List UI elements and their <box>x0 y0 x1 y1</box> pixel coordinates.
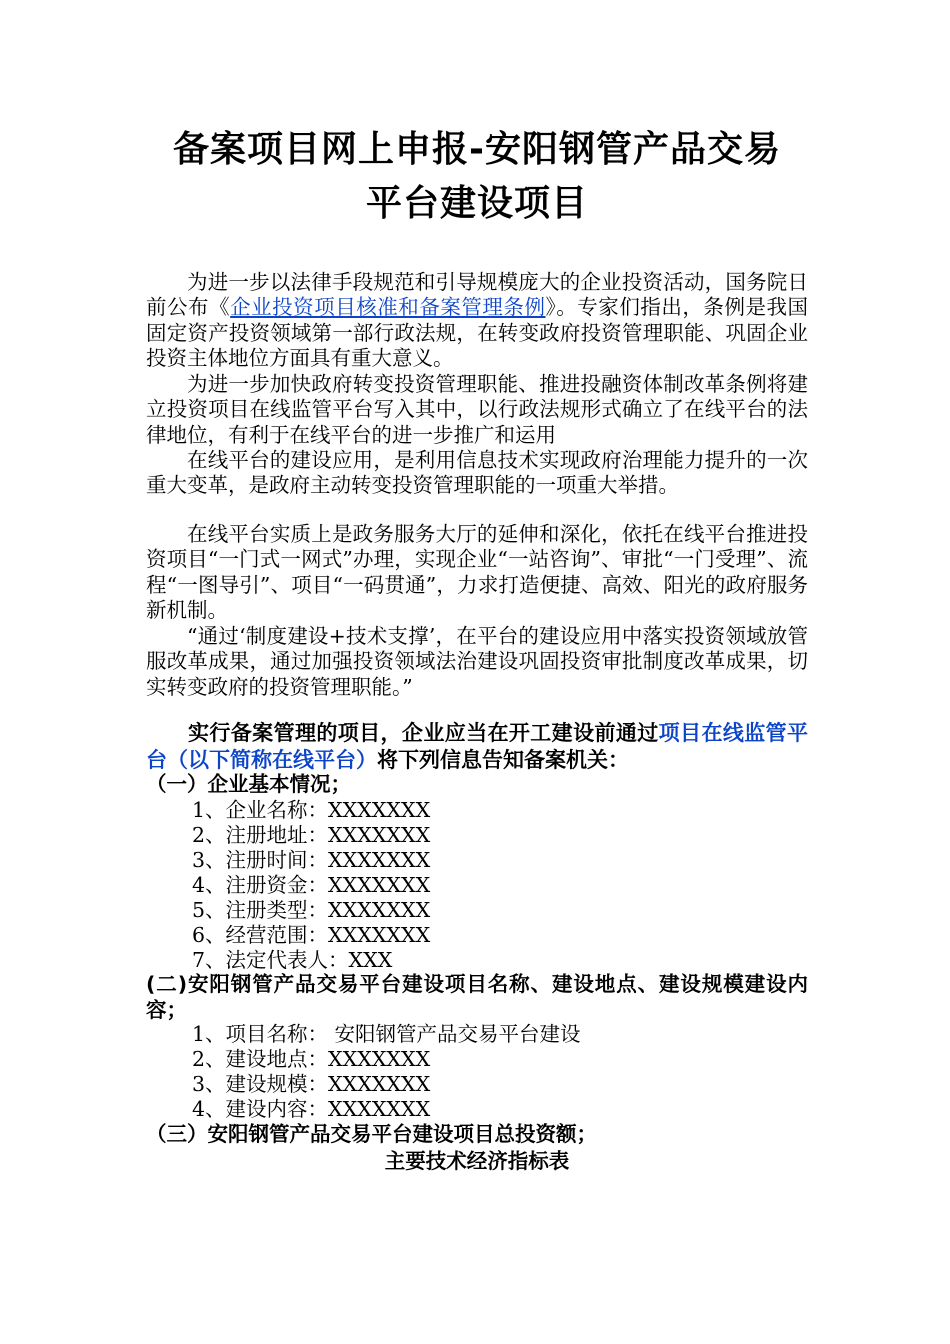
section-1-item: 7、法定代表人：XXX <box>192 948 393 972</box>
section-2-item: 1、项目名称： 安阳钢管产品交易平台建设 <box>192 1022 581 1046</box>
paragraph-3: 在线平台的建设应用，是利用信息技术实现政府治理能力提升的一次重大变革，是政府主动转变投资管理职能的一项重大举措。 <box>146 448 808 498</box>
section-2-item: 2、建设地点：XXXXXXX <box>192 1047 431 1071</box>
table-caption: 主要技术经济指标表 <box>384 1149 570 1173</box>
section-1-item: 2、注册地址：XXXXXXX <box>192 823 431 847</box>
filing-intro <box>146 720 808 774</box>
paragraph-1 <box>146 270 808 372</box>
document-title-line-1: 备案项目网上申报-安阳钢管产品交易 <box>173 129 781 170</box>
paragraph-5: “通过‘制度建设+技术支撑’，在平台的建设应用中落实投资领域放管服改革成果，通过加强投资领域法治建设巩固投资审批制度改革成果，切实转变政府的投资管理职能。” <box>146 624 808 699</box>
section-2-heading: (二)安阳钢管产品交易平台建设项目名称、建设地点、建设规模建设内容； <box>146 972 808 1022</box>
filing-intro-end: 将下列信息告知备案机关： <box>377 748 629 772</box>
section-1-item: 1、企业名称：XXXXXXX <box>192 798 431 822</box>
section-2-item: 3、建设规模：XXXXXXX <box>192 1072 431 1096</box>
document-title-line-2: 平台建设项目 <box>365 183 588 224</box>
online-platform-highlight: 项目在线监管平台（以下简称在线平台） <box>146 721 809 772</box>
section-1-item: 6、经营范围：XXXXXXX <box>192 923 431 947</box>
section-2-item: 4、建设内容：XXXXXXX <box>192 1097 431 1121</box>
filing-intro-start: 实行备案管理的项目，企业应当在开工建设前通过 <box>188 721 659 745</box>
paragraph-4: 在线平台实质上是政务服务大厅的延伸和深化，依托在线平台推进投资项目“一门式一网式”办理，实现企业“一站咨询”、审批“一门受理”、流程“一图导引”、项目“一码贯通”，力求打造便捷、高效、阳光的政府服务新机制。 <box>146 522 808 623</box>
paragraph-1-text-start: 为进一步以法律手段规范和引导规模庞大的企业投资活动，国务院日前公布《 <box>146 270 808 320</box>
section-1-heading: （一）企业基本情况； <box>146 772 351 796</box>
paragraph-2: 为进一步加快政府转变投资管理职能、推进投融资体制改革条例将建立投资项目在线监管平台写入其中，以行政法规形式确立了在线平台的法律地位，有利于在线平台的进一步推广和运用 <box>146 372 808 447</box>
section-1-item: 4、注册资金：XXXXXXX <box>192 873 431 897</box>
regulation-link[interactable]: 企业投资项目核准和备案管理条例 <box>230 295 546 320</box>
section-1-item: 5、注册类型：XXXXXXX <box>192 898 431 922</box>
section-1-item: 3、注册时间：XXXXXXX <box>192 848 431 872</box>
paragraph-1-text-end: 》。专家们指出，条例是我国固定资产投资领域第一部行政法规，在转变政府投资管理职能、巩固企业投资主体地位方面具有重大意义。 <box>146 295 809 371</box>
section-3-heading: （三）安阳钢管产品交易平台建设项目总投资额； <box>146 1122 597 1146</box>
